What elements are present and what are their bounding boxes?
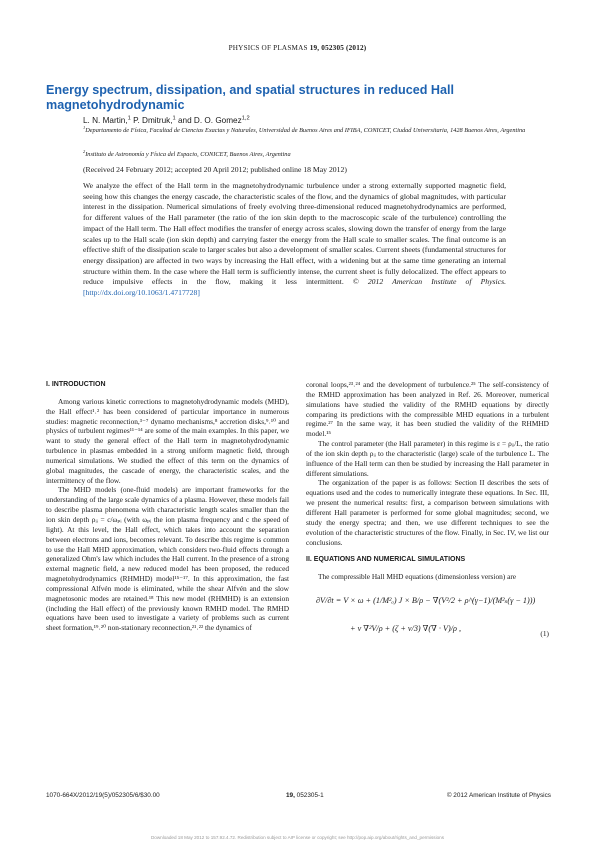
author-3-affil: 1,2 <box>241 115 250 122</box>
footer-page-id <box>286 792 324 799</box>
footer-issn: 1070-664X/2012/19(5)/052305/6/$30.00 <box>46 792 160 799</box>
abstract-text: We analyze the effect of the Hall term in the magnetohydrodynamic turbulence under a strong externally supported magnetic field, seeing how this changes the energy cascade, the characteristic scales of the flow, and the dynamics of global magnitudes, with particular interest in the dissipation. Numerical simulations of freely evolving three-dimensional reduced magnetohydrodynamics are performed, for different values of the Hall parameter (the ratio of the ion skin depth to the macroscopic scale of the turbulence) controlling the impact of the Hall term. The Hall effect modifies the transfer of energy across scales, slowing down the transfer of energy from the large scales up to the Hall scale (ion skin depth) and carrying faster the energy from the Hall scale to smaller scales. The final outcome is an effective shift of the dissipation scale to larger scales but also a development of smaller scales. Current sheets (fundamental structures for energy dissipation) are affected in two ways by increasing the Hall effect, with a widening but at the same time generating an internal structure within them. In the case where the Hall term is sufficiently intense, the current sheet is fully delocalized. The effect appears to reduce impulsive effects in the flow, making it less intermittent. <box>83 181 506 287</box>
received-dates: (Received 24 February 2012; accepted 20 April 2012; published online 18 May 2012) <box>83 165 347 174</box>
journal-header <box>0 44 595 52</box>
abstract-copyright: © 2012 American Institute of Physics. <box>352 277 507 287</box>
affiliation-2-marker: 2 <box>83 148 86 154</box>
section-heading-equations: II. EQUATIONS AND NUMERICAL SIMULATIONS <box>306 556 466 564</box>
section-heading-introduction: I. INTRODUCTION <box>46 381 106 388</box>
author-3: and D. O. Gomez <box>178 116 242 125</box>
equation-1-line-2: + ν ∇²V/ρ + (ζ + ν/3) ∇(∇ · V)/ρ , <box>350 624 462 634</box>
affiliation-1-marker: 1 <box>83 124 86 130</box>
author-2-affil: 1 <box>172 115 176 122</box>
right-column <box>306 380 549 652</box>
journal-name: PHYSICS OF PLASMAS <box>228 44 308 52</box>
author-1: L. N. Martin, <box>83 116 128 125</box>
left-column <box>46 380 289 633</box>
right-paragraph-3: The organization of the paper is as follows: Section II describes the sets of equations used and the codes to numerically integrate these equations. In Sec. III, we present the numerical results: first, a comparison between simulations with different Hall parameter is performed for some global magnitudes; second, we study the energy spectra; and then, we use different techniques to see the evolution of the characteristic structures of the flow. Finally, in Sec. IV, we list our conclusions. <box>306 478 549 547</box>
author-1-affil: 1 <box>127 115 131 122</box>
footer-copyright: © 2012 American Institute of Physics <box>446 792 551 799</box>
journal-citation: 19, 052305 (2012) <box>309 44 367 52</box>
doi-link[interactable]: [http://dx.doi.org/10.1063/1.4717728] <box>83 288 200 298</box>
right-paragraph-2: The control parameter (the Hall parameter) in this regime is ε = ρᵢᵢ/L, the ratio of the ion skin depth ρᵢᵢ to the characteristic (large) scale of the turbulence L. The influence of the Hall term can then be studied by increasing the Hall parameter in different simulations. <box>306 439 549 478</box>
affiliation-1 <box>83 124 553 134</box>
author-list <box>83 116 250 125</box>
right-paragraph-1: coronal loops,²³˒²⁴ and the development of turbulence.²⁵ The self-consistency of the RMHD approximation has been analyzed in Ref. 26. Moreover, numerical simulations have studied the validity of the RMHD equations by directly comparing its predictions with the compressible MHD equations in a turbulent regime.²⁷ In the same way, it has been studied the validity of the RHMHD model.¹⁵ <box>306 380 549 439</box>
affiliation-2 <box>83 148 553 158</box>
intro-paragraph-2: The MHD models (one-fluid models) are important frameworks for the understanding of the large scale dynamics of a plasma. However, these models fail to describe plasma phenomena with characteristic length scales smaller than the ion skin depth ρᵢᵢ = c/ωₚᵢ (with ωₚᵢ the ion plasma frequency and c the speed of light). At this level, the Hall effect, which takes into account the separation between electrons and ions, becomes relevant. To describe this regime is common to use the Hall MHD approximation, which considers two-fluid effects through a generalized Ohm's law which includes the Hall current. In the presence of a strong external magnetic field, a new reduced model has been proposed, the reduced magnetohydrodynamics (RHMHD) model¹⁵⁻¹⁷. In this approximation, the fast compressional Alfvén mode is eliminated, while the shear Alfvén and the slow magnetosonic modes are retained.¹⁸ This new model (RHMHD) is an extension (including the Hall effect) of the previously known RMHD model. The RMHD equations have been used to investigate a variety of problems such as current sheet formation,¹⁹˒²⁰ non-stationary reconnection,²¹˒²² the dynamics of <box>46 485 289 633</box>
equation-1-line-1: ∂V/∂t = V × ω + (1/M²ₐ) J × B/ρ − ∇(V²/2 + ρ^(γ−1)/(M²ₛ(γ − 1))) <box>316 596 536 606</box>
footer-article-number: 052305-1 <box>296 792 324 799</box>
author-2: P. Dmitruk, <box>133 116 173 125</box>
abstract <box>83 181 506 299</box>
affiliation-2-text: Instituto de Astronomía y Física del Espacio, CONICET, Buenos Aires, Argentina <box>85 151 291 158</box>
equations-intro: The compressible Hall MHD equations (dimensionless version) are <box>318 572 517 582</box>
equation-1 <box>306 592 549 652</box>
equation-number: (1) <box>540 629 549 639</box>
footer-volume: 19, <box>286 792 295 799</box>
intro-paragraph-1: Among various kinetic corrections to magnetohydrodynamic models (MHD), the Hall effect¹˒² has been considered of particular importance in numerous studies: magnetic reconnection,³⁻⁷ dynamo mechanisms,⁸ accretion disks,⁹˒¹⁰ and physics of turbulent regimes¹¹⁻¹⁴ are some of the main examples. In this paper, we want to study the general effect of the Hall term in magnetohydrodynamic turbulence in plasmas embedded in a strong uniform magnetic field, through numerical simulations. We studied the effect of this term on the dynamics of global magnitudes, the cascade of energy, the characteristic scales, and the intermittency of the flow. <box>46 396 289 485</box>
download-notice: Downloaded 18 May 2012 to 157.92.4.72. Redistribution subject to AIP license or copyright; see http://pop.aip.org/about/rights_and_permissions <box>150 835 445 840</box>
affiliation-1-text: Departamento de Física, Facultad de Ciencias Exactas y Naturales, Universidad de Buenos Aires and IFIBA, CONICET, Ciudad Universitaria, 1428 Buenos Aires, Argentina <box>85 127 526 134</box>
paper-title: Energy spectrum, dissipation, and spatial structures in reduced Hall magnetohydrodynamic <box>46 83 455 112</box>
